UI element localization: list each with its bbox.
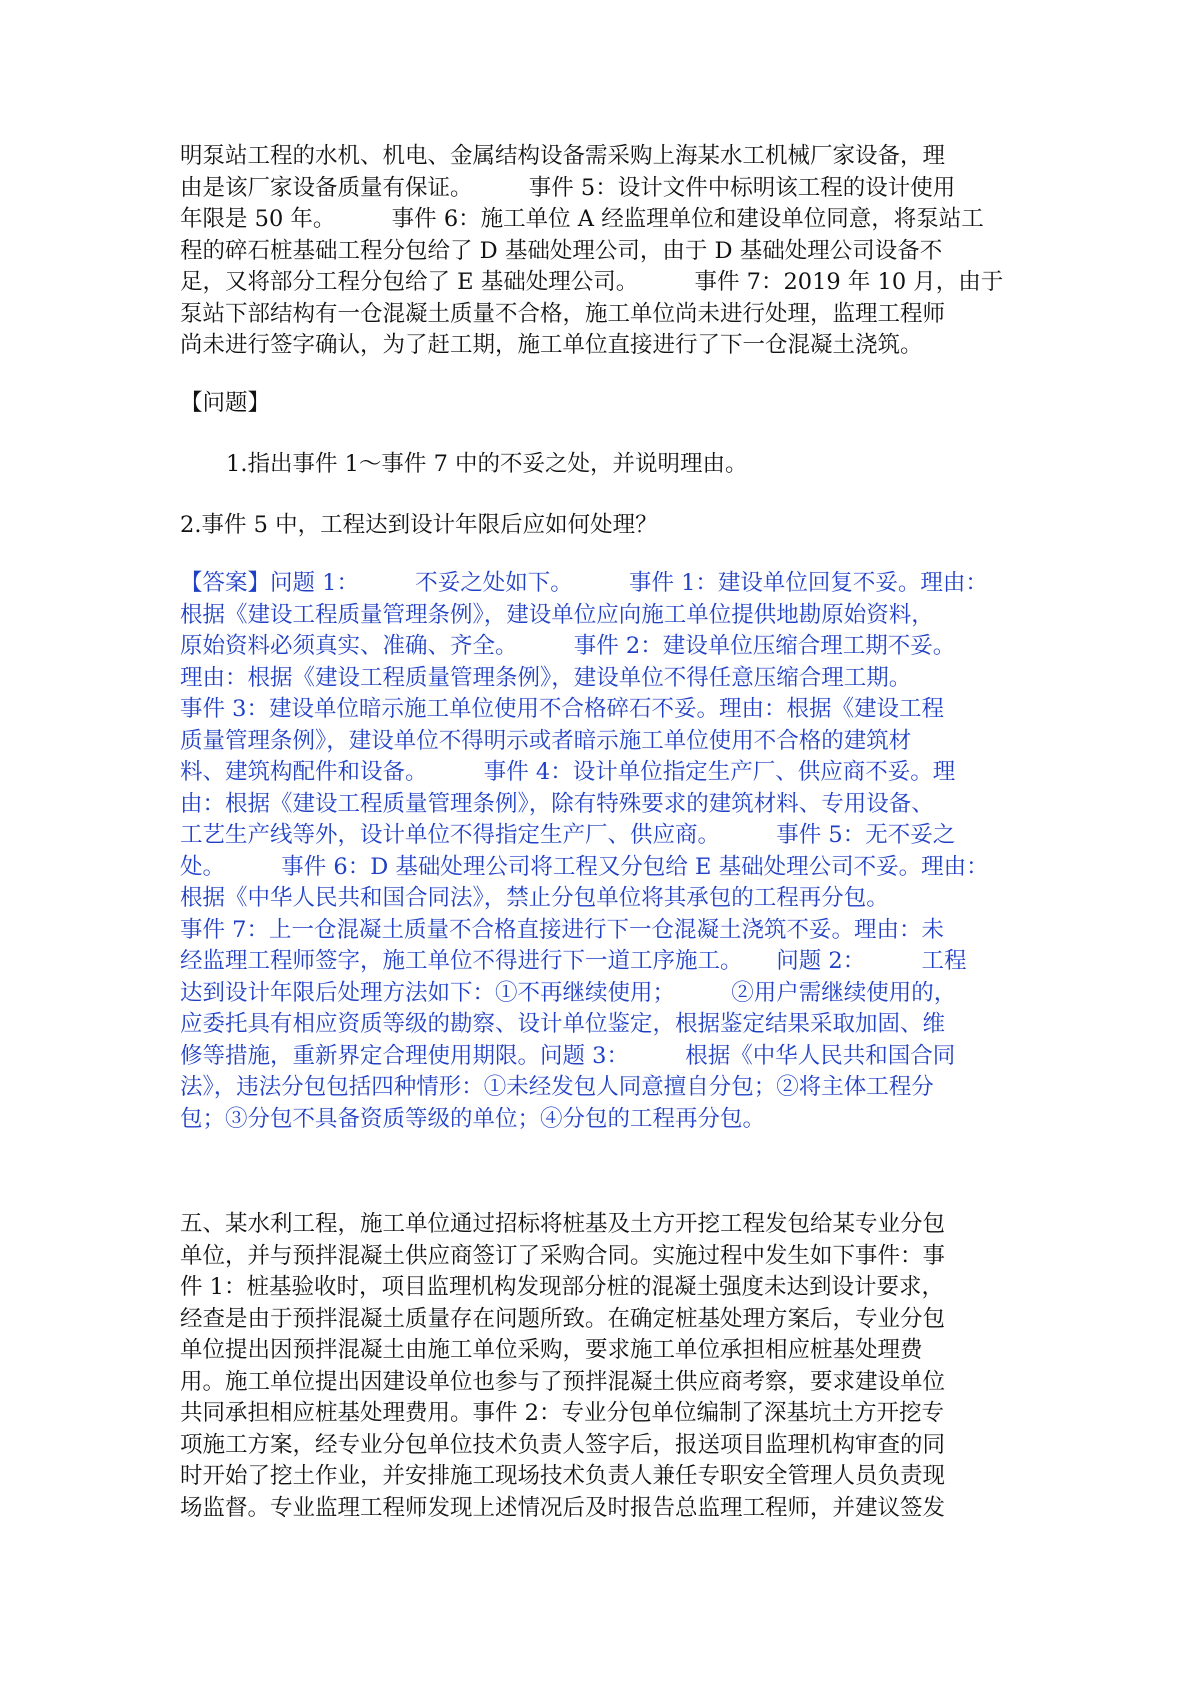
question-1: 1.指出事件 1～事件 7 中的不妥之处，并说明理由。 [226, 451, 748, 477]
answer-paragraph: 【答案】问题 1： 不妥之处如下。 事件 1：建设单位回复不妥。理由： 根据《建设工程质量管理条例》，建设单位应向施工单位提供地勘原始资料， 原始资料必须真实、准确、齐全。 事件 2：建设单位压缩合理工期不妥。 理由：根据《建设工程质量管理条例》，建设单位不得任意压缩合理工期。 事件 3：建设单位暗示施工单位使用不合格碎石不妥。理由：根据《建设工程 质量管理条例》，建设单位不得明示或者暗示施工单位使用不合格的建筑材 料、建筑构配件和设备。 事件 4：设计单位指定生产厂、供应商不妥。理 由：根据《建设工程质量管理条例》，除有特殊要求的建筑材料、专用设备、 工艺生产线等外，设计单位不得指定生产厂、供应商。 事件 5：无不妥之 处。 事件 6：D 基础处理公司将工程又分包给 E 基础处理公司不妥。理由： 根据《中华人民共和国合同法》，禁止分包单位将其承包的工程再分包。 事件 7：上一仓混凝土质量不合格直接进行下一仓混凝土浇筑不妥。理由：未 经监理工程师签字，施工单位不得进行下一道工序施工。 问题 2： 工程 达到设计年限后处理方法如下：①不再继续使用； ②用户需继续使用的， 应委托具有相应资质等级的勘察、设计单位鉴定，根据鉴定结果采取加固、维 修等措施，重新界定合理使用期限。问题 3： 根据《中华人民共和国合同 法》，违法分包包括四种情形：①未经发包人同意擅自分包；②将主体工程分 包；③分包不具备资质等级的单位；④分包的工程再分包。 [180, 570, 989, 1132]
section-five-paragraph: 五、某水利工程，施工单位通过招标将桩基及土方开挖工程发包给某专业分包 单位，并与预拌混凝土供应商签订了采购合同。实施过程中发生如下事件：事 件 1：桩基验收时，项目监理机构发现部分桩的混凝土强度未达到设计要求， 经查是由于预拌混凝土质量存在问题所致。在确定桩基处理方案后，专业分包 单位提出因预拌混凝土由施工单位采购，要求施工单位承担相应桩基处理费 用。施工单位提出因建设单位也参与了预拌混凝土供应商考察，要求建设单位 共同承担相应桩基处理费用。事件 2：专业分包单位编制了深基坑土方开挖专 项施工方案，经专业分包单位技术负责人签字后，报送项目监理机构审查的同 时开始了挖土作业，并安排施工现场技术负责人兼任专职安全管理人员负责现 场监督。专业监理工程师发现上述情况后及时报告总监理工程师，并建议签发 [180, 1211, 946, 1521]
question-2: 2.事件 5 中，工程达到设计年限后应如何处理？ [180, 512, 658, 538]
questions-heading: 【问题】 [180, 390, 271, 416]
intro-paragraph: 明泵站工程的水机、机电、金属结构设备需采购上海某水工机械厂家设备，理 由是该厂家设备质量有保证。 事件 5：设计文件中标明该工程的设计使用 年限是 50 年。 事件 6：施工单位 A 经监理单位和建设单位同意，将泵站工 程的碎石桩基础工程分包给了 D 基础处理公司，由于 D 基础处理公司设备不 足，又将部分工程分包给了 E 基础处理公司。 事件 7：2019 年 10 月，由于 泵站下部结构有一仓混凝土质量不合格，施工单位尚未进行处理，监理工程师 尚未进行签字确认，为了赶工期，施工单位直接进行了下一仓混凝土浇筑。 [180, 143, 1004, 358]
